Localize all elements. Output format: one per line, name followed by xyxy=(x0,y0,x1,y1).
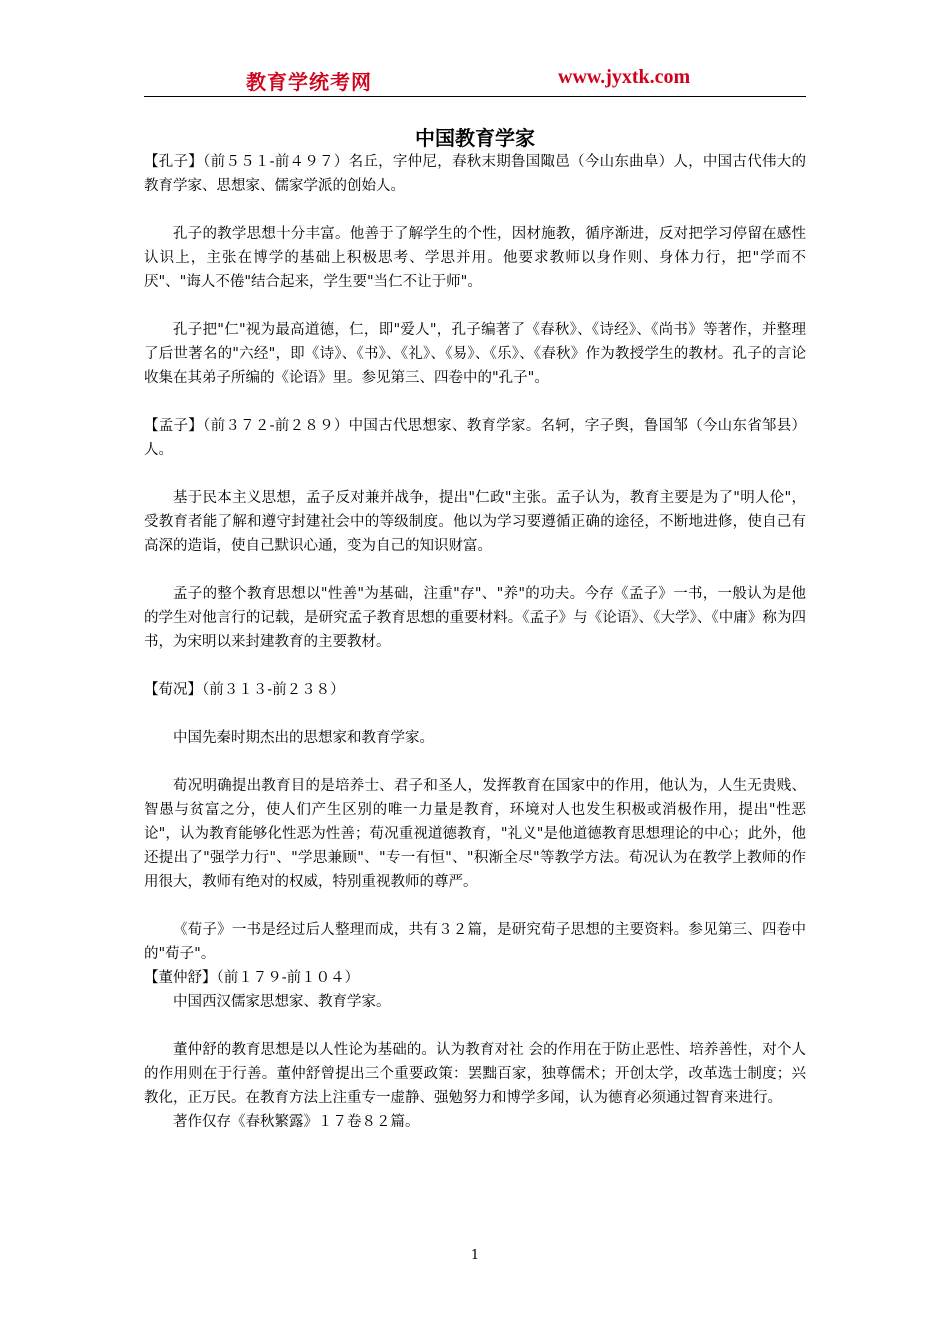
paragraph-xunkuang-thought: 荀况明确提出教育目的是培养士、君子和圣人，发挥教育在国家中的作用，他认为，人生无贵贱、智愚与贫富之分，使人们产生区别的唯一力量是教育，环境对人也发生积极或消极作用，提出"性恶论"，认为教育能够化性恶为性善；荀况重视道德教育，"礼义"是他道德教育思想理论的中心；此外，他还提出了"强学力行"、"学思兼顾"、"专一有恒"、"积渐全尽"等教学方法。荀况认为在教学上教师的作用很大，教师有绝对的权威，特别重视教师的尊严。 xyxy=(144,778,806,890)
paragraph-xunkuang-works: 《荀子》一书是经过后人整理而成，共有３２篇，是研究荀子思想的主要资料。参见第三、四卷中的"荀子"。 xyxy=(144,922,806,962)
paragraph-xunkuang-intro: 【荀况】（前３１３-前２３８） xyxy=(144,682,345,698)
document-body xyxy=(144,150,806,1134)
paragraph-mencius-thought: 基于民本主义思想，孟子反对兼并战争，提出"仁政"主张。孟子认为，教育主要是为了"明人伦"，受教育者能了解和遵守封建社会中的等级制度。他以为学习要遵循正确的途径，不断地进修，使自己有高深的造诣，使自己默识心通，变为自己的知识财富。 xyxy=(144,490,806,554)
paragraph-confucius-works: 孔子把"仁"视为最高道德，仁，即"爱人"，孔子编著了《春秋》、《诗经》、《尚书》等著作，并整理了后世著名的"六经"，即《诗》、《书》、《礼》、《易》、《乐》、《春秋》作为教授学生的教材。孔子的言论收集在其弟子所编的《论语》里。参见第三、四卷中的"孔子"。 xyxy=(144,322,806,386)
page-number: 1 xyxy=(470,1248,480,1263)
document-title: 中国教育学家 xyxy=(415,126,535,150)
paragraph-xunkuang-summary: 中国先秦时期杰出的思想家和教育学家。 xyxy=(173,730,434,746)
paragraph-dongzhongshu-thought: 董仲舒的教育思想是以人性论为基础的。认为教育对社 会的作用在于防止恶性、培养善性，对个人的作用则在于行善。董仲舒曾提出三个重要政策：罢黜百家，独尊儒术；开创太学，改革选士制度；兴教化，正万民。在教育方法上注重专一虚静、强勉努力和博学多闻，认为德育必须通过智育来进行。 xyxy=(144,1042,806,1106)
paragraph-mencius-intro: 【孟子】（前３７２-前２８９）中国古代思想家、教育学家。名轲，字子舆，鲁国邹（今山东省邹县）人。 xyxy=(144,418,806,458)
header-divider xyxy=(144,96,806,97)
paragraph-confucius-teaching: 孔子的教学思想十分丰富。他善于了解学生的个性，因材施教，循序渐进，反对把学习停留在感性认识上，主张在博学的基础上积极思考、学思并用。他要求教师以身作则、身体力行，把"学而不厌"、"诲人不倦"结合起来，学生要"当仁不让于师"。 xyxy=(144,226,806,290)
site-url[interactable]: www.jyxtk.com xyxy=(558,66,691,88)
paragraph-confucius-intro: 【孔子】（前５５１-前４９７）名丘，字仲尼，春秋末期鲁国陬邑（今山东曲阜）人，中国古代伟大的教育学家、思想家、儒家学派的创始人。 xyxy=(144,154,806,194)
paragraph-dongzhongshu-summary: 中国西汉儒家思想家、教育学家。 xyxy=(173,994,391,1010)
paragraph-dongzhongshu-works: 著作仅存《春秋繁露》１７卷８２篇。 xyxy=(173,1114,420,1130)
paragraph-mencius-works: 孟子的整个教育思想以"性善"为基础，注重"存"、"养"的功夫。今存《孟子》一书，一般认为是他的学生对他言行的记载，是研究孟子教育思想的重要材料。《孟子》与《论语》、《大学》、《中庸》称为四书，为宋明以来封建教育的主要教材。 xyxy=(144,586,806,650)
page-header xyxy=(144,66,806,94)
site-name: 教育学统考网 xyxy=(246,70,372,94)
paragraph-dongzhongshu-intro: 【董仲舒】（前１７９-前１０４） xyxy=(144,970,360,986)
